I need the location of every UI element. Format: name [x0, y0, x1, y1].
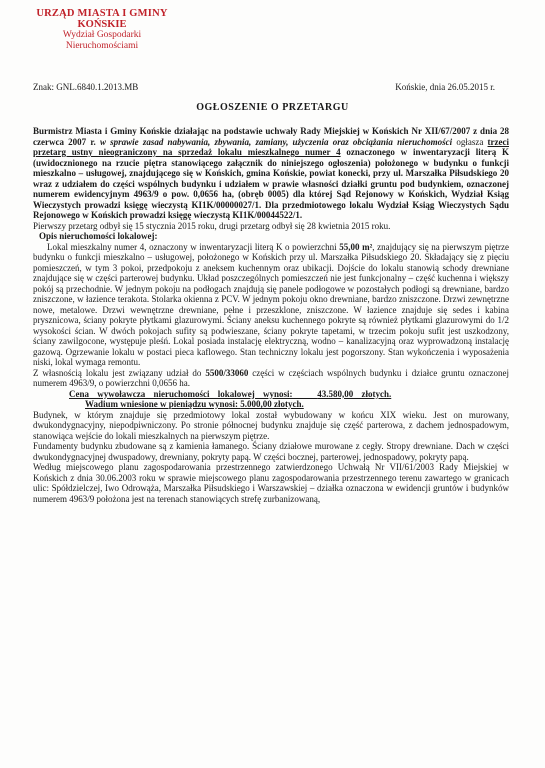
- starting-price-label: Cena wywoławcza nieruchomości lokalowej wynosi:: [69, 388, 293, 399]
- document-date: Końskie, dnia 26.05.2015 r.: [395, 82, 495, 92]
- stamp-line-office: URZĄD MIASTA I GMINY: [36, 8, 168, 19]
- share-text-b: części w częściach wspólnych budynku i działce gruntu oznaczonej numerem 4963/9, o powierzchni 0,0656 ha.: [33, 367, 510, 388]
- share-paragraph: [33, 368, 509, 389]
- lokal-area: 55,00 m²: [339, 241, 373, 252]
- stamp-line-town: KOŃSKIE: [77, 19, 127, 30]
- description-text-b: , znajdujący się na pierwszym piętrze budynku o funkcji mieszkalno – usługowej, położonego w Końskich przy ul. Marszałka Piłsudskiego 20. Składający się z pięciu pomieszczeń, w tym 3 pokoi, przedpokoju z aneksem kuchennym oraz ubikacji. Dojście do lokalu stanowią schody drewniane znajdujące się w części parterowej budynku. Układ poszczególnych pomieszczeń nie jest funkcjonalny – część kuchenna i większy pokój są przechodnie. W jednym pokoju na podłogach znajdują się panele podłogowe w pozostałych podłogi są drewniane, bardzo zniszczone, w łazience terakota. Stolarka okienna z PCV. W jednym pokoju okno drewniane, bardzo zniszczone. Drzwi zewnętrzne nowe, metalowe. Drzwi wewnętrzne drewniane, pełne i przeszklone, zniszczone. W łazience znajduje się sedes i kabina prysznicowa, ściany pokryte płytkami glazurowymi. Ściany aneksu kuchennego pokryte są również płytkami glazurowymi do 1/2 wysokości ścian. W dwóch pokojach sufity są podwieszane, ściany pokryte tapetami, w trzecim pokoju sufit jest uszkodzony, ściany zawilgocone, występuje pleśń. Lokal posiada instalację elektryczną, wodno – kanalizacyjną oraz wyprowadzoną instalację gazową. Ogrzewanie lokalu w postaci pieca kaflowego. Stan techniczny lokalu jest pogorszony. Stan wykończenia i wyposażenia niski, lokal wymaga remontu.: [33, 241, 509, 367]
- page-title: OGŁOSZENIE O PRZETARGU: [196, 102, 349, 113]
- office-stamp: [32, 8, 172, 52]
- intro-announces: ogłasza: [452, 136, 488, 147]
- document-body: [33, 126, 509, 504]
- share-text-a: Z własnością lokalu jest związany udział do: [33, 367, 206, 378]
- starting-price: [33, 389, 509, 400]
- previous-tenders: Pierwszy przetarg odbył się 15 stycznia 2015 roku, drugi przetarg odbył się 28 kwietnia 2015 roku.: [33, 220, 391, 231]
- intro-tender-type: trzeci przetarg ustny nieograniczony na sprzedaż lokalu mieszkalnego numer 4: [33, 136, 509, 157]
- description-paragraph: [33, 242, 509, 368]
- reference-number: Znak: GNL.6840.1.2013.MB: [33, 82, 139, 92]
- intro-legal-basis: Burmistrz Miasta i Gminy Końskie działając na podstawie uchwały Rady Miejskiej w Końskich Nr XII/67/2007 z dnia 28 czerwca 2007 r.: [33, 126, 509, 147]
- intro-property-details: oznaczonego w inwentaryzacji literą K (uwidocznionego na rzucie piętra stanowiącego załącznik do niniejszego ogłoszenia) położonego w budynku o funkcji mieszkalno – usługowej, znajdującego się w Końskich, gmina Końskie, powiat konecki, przy ul. Marszałka Piłsudskiego 20 wraz z udziałem do części wspólnych budynku i udziałem w prawie własności działki gruntu pod budynkiem, oznaczonej numerem ewidencyjnym 4963/9 o pow. 0,0656 ha, (obręb 0005) dla której Sąd Rejonowy w Końskich, Wydział Ksiąg Wieczystych prowadzi księgę wieczystą KI1K/00000027/1. Dla przedmiotowego lokalu Wydział Ksiąg Wieczystych Sądu Rejonowego w Końskich prowadzi księgę wieczystą KI1K/00044522/1.: [33, 147, 509, 220]
- stamp-line-department: Wydział Gospodarki: [62, 30, 142, 40]
- intro-resolution-subject: w sprawie zasad nabywania, zbywania, zamiany, użyczenia oraz obciążania nieruchomości: [95, 136, 453, 147]
- building-paragraph-2: Fundamenty budynku zbudowane są z kamienia łamanego. Ściany działowe murowane z cegły. Stropy drewniane. Dach w części dwukondygnacyjnej dwuspadowy, drewniany, pokryty papą. W części bocznej, parterowej, jednospadowy, pokryty papą.: [33, 441, 509, 462]
- description-text-a: Lokal mieszkalny numer 4, oznaczony w inwentaryzacji literą K o powierzchni: [47, 241, 340, 252]
- deposit: [33, 399, 509, 410]
- building-paragraph-1: Budynek, w którym znajduje się przedmiotowy lokal został wybudowany w końcu XIX wieku. Jest on murowany, dwukondygnacyjny, niepodpiwniczony. Po stronie północnej budynku znajduje się część parterowa, z dachem jednospadowym, stanowiąca wejście do lokali mieszkalnych na pierwszym piętrze.: [33, 409, 509, 441]
- building-paragraph-3: Według miejscowego planu zagospodarowania przestrzennego zatwierdzonego Uchwałą Nr VII/61/2003 Rady Miejskiej w Końskich z dnia 30.06.2003 roku w sprawie miejscowego planu zagospodarowania przestrzennego terenu zawartego w granicach ulic: Spółdzielczej, Iwo Odrowąża, Marszałka Piłsudskiego i Warszawskiej – działka oznaczona w ewidencji gruntów i budynków numerem 4963/9 położona jest na terenach stanowiących strefę zurbanizowaną,: [33, 462, 509, 504]
- share-value: 5500/33060: [205, 367, 249, 378]
- intro-paragraph: [33, 126, 509, 221]
- starting-price-value: 43.580,00 złotych.: [317, 388, 392, 399]
- stamp-line-division: Nieruchomościami: [65, 41, 139, 51]
- description-heading: Opis nieruchomości lokalowej:: [39, 231, 158, 241]
- deposit-label: Wadium wniesione w pieniądzu wynosi:: [85, 399, 239, 409]
- deposit-value: 5.000,00 złotych.: [240, 399, 304, 409]
